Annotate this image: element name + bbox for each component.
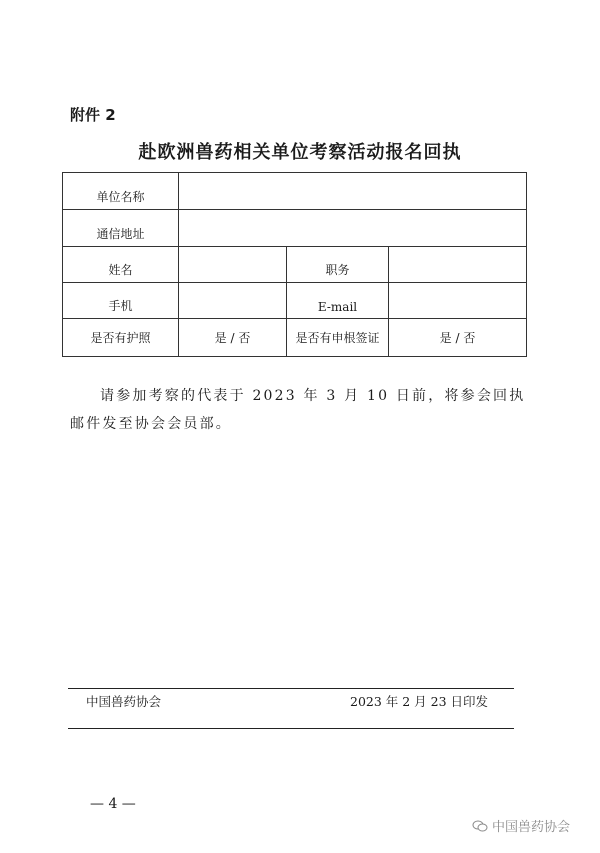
page-number: — 4 — [90, 796, 136, 812]
form-row-documents [63, 319, 527, 357]
passport-choice[interactable]: 是 / 否 [179, 319, 287, 357]
schengen-label: 是否有申根签证 [287, 319, 389, 357]
position-label: 职务 [287, 247, 389, 283]
form-row-address [63, 210, 527, 247]
unit-name-field[interactable] [179, 173, 527, 210]
issue-date: 2023 年 2 月 23 日印发 [350, 694, 489, 709]
footer-bottom-rule [68, 728, 514, 729]
footer-top-rule [68, 688, 514, 689]
issuer-name: 中国兽药协会 [86, 694, 162, 709]
registration-form-table [62, 172, 527, 357]
email-label: E-mail [287, 283, 389, 319]
address-label: 通信地址 [63, 210, 179, 247]
form-row-contact [63, 283, 527, 319]
watermark-text: 中国兽药协会 [492, 820, 571, 835]
passport-label: 是否有护照 [63, 319, 179, 357]
form-row-name [63, 247, 527, 283]
unit-name-label: 单位名称 [63, 173, 179, 210]
schengen-choice[interactable]: 是 / 否 [389, 319, 527, 357]
document-title: 赴欧洲兽药相关单位考察活动报名回执 [138, 142, 462, 163]
form-row-unit [63, 173, 527, 210]
position-field[interactable] [389, 247, 527, 283]
wechat-icon [472, 820, 488, 832]
attachment-label: 附件 2 [70, 106, 116, 124]
instruction-paragraph: 请参加考察的代表于 2023 年 3 月 10 日前，将参会回执邮件发至协会会员部。 [70, 388, 526, 432]
email-field[interactable] [389, 283, 527, 319]
phone-field[interactable] [179, 283, 287, 319]
address-field[interactable] [179, 210, 527, 247]
phone-label: 手机 [63, 283, 179, 319]
name-field[interactable] [179, 247, 287, 283]
name-label: 姓名 [63, 247, 179, 283]
watermark [472, 816, 570, 835]
